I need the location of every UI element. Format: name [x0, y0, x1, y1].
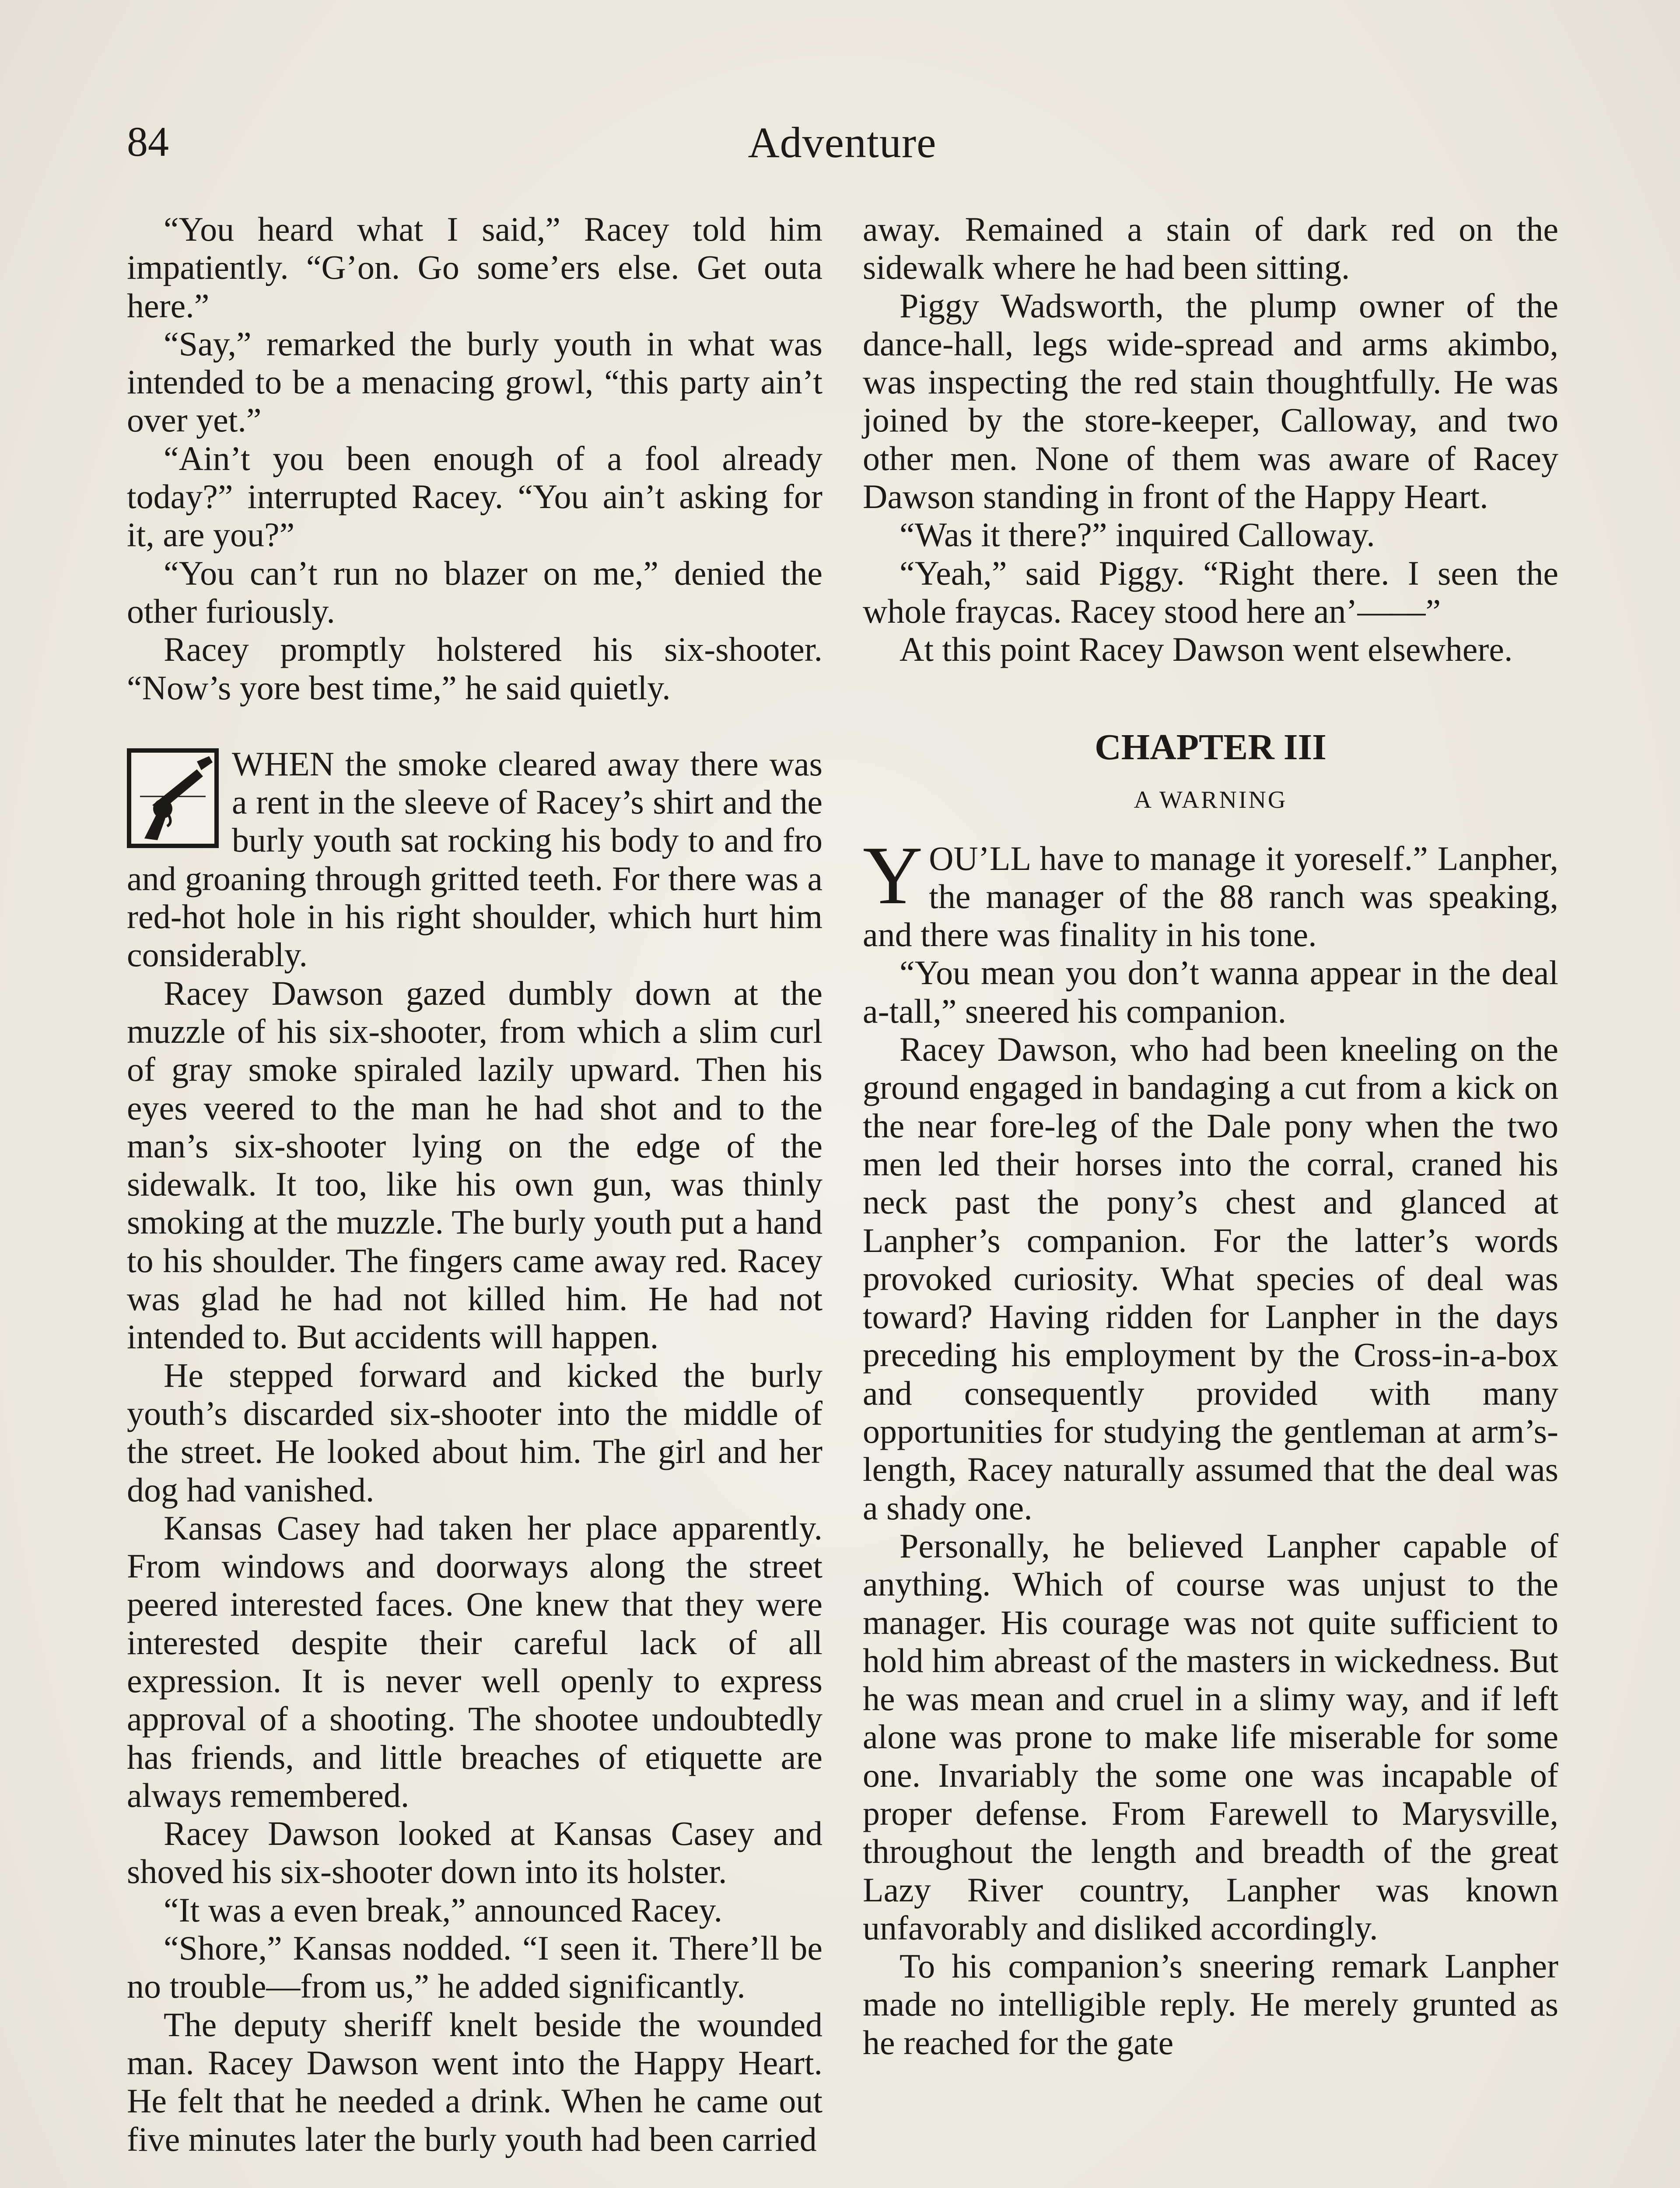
paragraph: “You heard what I said,” Racey told him impatiently. “G’on. Go some’ers else. Get outa here.” — [127, 210, 822, 325]
paragraph: He stepped forward and kicked the burly youth’s discarded six-shooter into the middle of the street. He looked about him. The girl and her dog had vanished. — [127, 1356, 822, 1509]
chapter-opening-text: OU’LL have to manage it yoreself.” Lanpher, the manager of the 88 ranch was speaking, and there was finality in his tone. — [863, 839, 1558, 954]
right-column — [863, 210, 1558, 2062]
paragraph: Racey promptly holstered his six-shooter. “Now’s yore best time,” he said quietly. — [127, 630, 822, 707]
paragraph: “Was it there?” inquired Calloway. — [900, 515, 1375, 554]
paragraph: away. Remained a stain of dark red on the sidewalk where he had been sitting. — [863, 210, 1558, 287]
chapter-opening-paragraph — [863, 829, 1558, 954]
page-number: 84 — [127, 118, 169, 165]
paragraph: Racey Dawson looked at Kansas Casey and shoved his six-shooter down into its holster. — [127, 1814, 822, 1891]
section-opening-paragraph: WHEN the smoke cleared away there was a rent in the sleeve of Racey’s shirt and the burly youth sat rocking his body to and fro and groaning through gritted teeth. For there was a red-hot hole in his right shoulder, which hurt him considerably. — [127, 744, 822, 974]
paragraph: “It was a even break,” announced Racey. — [164, 1890, 722, 1929]
paragraph: “Yeah,” said Piggy. “Right there. I seen the whole fraycas. Racey stood here an’——” — [863, 554, 1558, 630]
section-break — [127, 745, 822, 974]
paragraph: “Say,” remarked the burly youth in what was intended to be a menacing growl, “this party ain’t over yet.” — [127, 324, 822, 439]
paragraph: To his companion’s sneering remark Lanpher made no intelligible reply. He merely grunted as he reached for the gate — [863, 1947, 1558, 2062]
paragraph: Kansas Casey had taken her place apparently. From windows and doorways along the street peered interested faces. One knew that they were interested despite their careful lack of all expression. It is never well openly to express approval of a shooting. The shootee undoubtedly has friends, and little breaches of etiquette are always remembered. — [127, 1508, 822, 1814]
revolver-icon — [127, 748, 219, 848]
paragraph: Personally, he believed Lanpher capable of anything. Which of course was unjust to the manager. His courage was not quite sufficient to hold him abreast of the masters in wickedness. But he was mean and cruel in a slimy way, and if left alone was prone to make life miserable for some one. Invariably the some one was incapable of proper defense. From Farewell to Marysville, throughout the length and breadth of the great Lazy River country, Lanpher was known unfavorably and disliked accordingly. — [863, 1526, 1558, 1947]
paragraph: At this point Racey Dawson went elsewhere. — [900, 630, 1513, 669]
chapter-title: CHAPTER III — [1095, 726, 1326, 768]
running-head: Adventure — [748, 118, 937, 167]
left-column — [127, 210, 822, 2158]
paragraph: Racey Dawson gazed dumbly down at the muzzle of his six-shooter, from which a slim curl of gray smoke spiraled lazily upward. Then his eyes veered to the man he had shot and to the man’s six-shooter lying on the edge of the sidewalk. It too, like his own gun, was thinly smoking at the muzzle. The burly youth put a hand to his shoulder. The fingers came away red. Racey was glad he had not killed him. He had not intended to. But accidents will happen. — [127, 974, 822, 1356]
paragraph: Racey Dawson, who had been kneeling on the ground engaged in bandaging a cut from a kick on the near fore-leg of the Dale pony when the two men led their horses into the corral, craned his neck past the pony’s chest and glanced at Lanpher’s companion. For the latter’s words provoked curiosity. What species of deal was toward? Having ridden for Lanpher in the days preceding his employment by the Cross-in-a-box and consequently provided with many opportunities for studying the gentleman at arm’s-length, Racey naturally assumed that the deal was a shady one. — [863, 1030, 1558, 1527]
drop-cap: Y — [863, 829, 923, 922]
page-header — [127, 117, 1558, 179]
paragraph: “Ain’t you been enough of a fool already today?” interrupted Racey. “You ain’t asking for it, are you?” — [127, 439, 822, 554]
paragraph: “You mean you don’t wanna appear in the deal a-tall,” sneered his companion. — [863, 954, 1558, 1030]
paragraph: Piggy Wadsworth, the plump owner of the dance-hall, legs wide-spread and arms akimbo, was inspecting the red stain thoughtfully. He was joined by the store-keeper, Calloway, and two other men. None of them was aware of Racey Dawson standing in front of the Happy Heart. — [863, 286, 1558, 516]
paragraph: “Shore,” Kansas nodded. “I seen it. There’ll be no trouble—from us,” he added significantly. — [127, 1929, 822, 2006]
paragraph: The deputy sheriff knelt beside the wounded man. Racey Dawson went into the Happy Heart. He felt that he needed a drink. When he came out five minutes later the burly youth had been carried — [127, 2005, 822, 2158]
paragraph: “You can’t run no blazer on me,” denied the other furiously. — [127, 554, 822, 630]
chapter-subtitle: A WARNING — [1134, 786, 1288, 813]
